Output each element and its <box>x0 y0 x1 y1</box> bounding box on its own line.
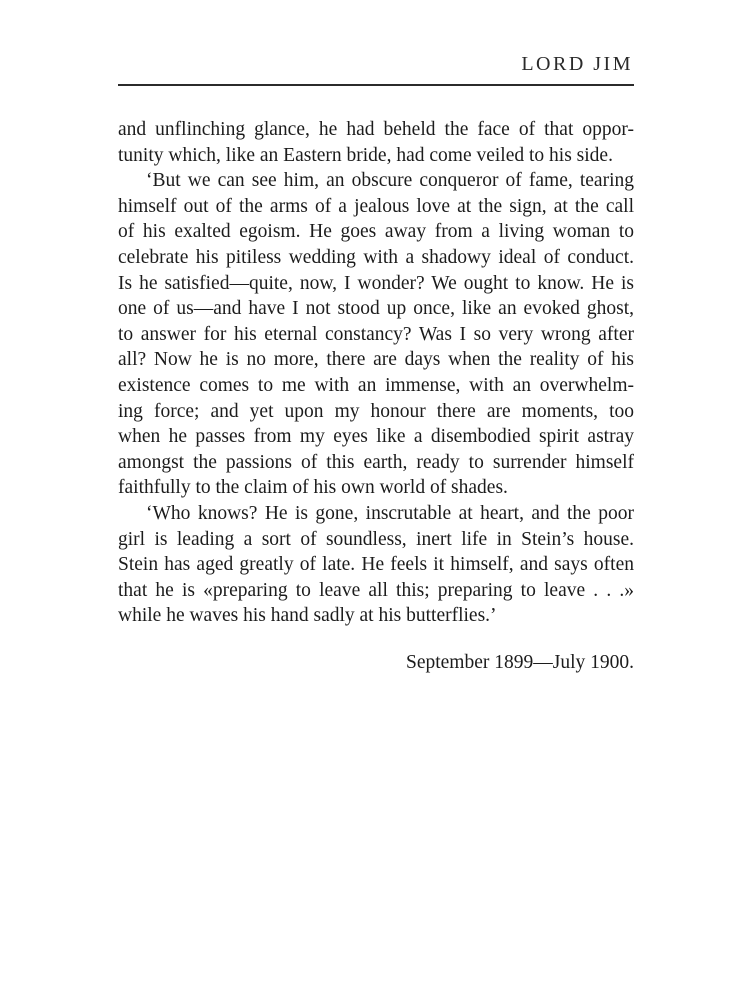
text-line: to answer for his eternal constancy? Was I so very wrong after <box>118 323 634 345</box>
text-line: girl is leading a sort of soundless, inert life in Stein’s house. <box>118 528 634 550</box>
text-line: ing force; and yet upon my honour there are moments, too <box>118 400 634 422</box>
text-line: when he passes from my eyes like a disembodied spirit astray <box>118 426 634 448</box>
text-line: that he is «preparing to leave all this; preparing to leave . . .» <box>118 579 634 601</box>
text-line: tunity which, like an Eastern bride, had come veiled to his side. <box>118 144 613 166</box>
dateline: September 1899—July 1900. <box>405 652 634 673</box>
text-line: Is he satisfied—quite, now, I wonder? We ought to know. He is <box>118 272 634 294</box>
text-line: himself out of the arms of a jealous love at the sign, at the call <box>118 195 634 217</box>
text-line: faithfully to the claim of his own world of shades. <box>118 477 508 499</box>
body-text <box>118 117 634 629</box>
text-line: ‘Who knows? He is gone, inscrutable at heart, and the poor <box>146 502 634 524</box>
text-line: one of us—and have I not stood up once, like an evoked ghost, <box>118 298 634 320</box>
text-line: celebrate his pitiless wedding with a shadowy ideal of conduct. <box>118 246 634 268</box>
text-line: amongst the passions of this earth, ready to surrender himself <box>118 451 634 473</box>
text-line: all? Now he is no more, there are days when the reality of his <box>118 349 634 371</box>
text-line: ‘But we can see him, an obscure conqueror of fame, tearing <box>146 170 634 192</box>
running-header-title: LORD JIM <box>521 53 633 75</box>
text-line: existence comes to me with an immense, with an overwhelm- <box>118 374 634 396</box>
text-line: and unflinching glance, he had beheld the face of that oppor- <box>118 119 634 140</box>
text-line: while he waves his hand sadly at his butterflies.’ <box>118 605 497 627</box>
header-rule <box>118 84 634 86</box>
text-line: of his exalted egoism. He goes away from a living woman to <box>118 221 634 243</box>
text-line: Stein has aged greatly of late. He feels it himself, and says often <box>118 554 634 576</box>
